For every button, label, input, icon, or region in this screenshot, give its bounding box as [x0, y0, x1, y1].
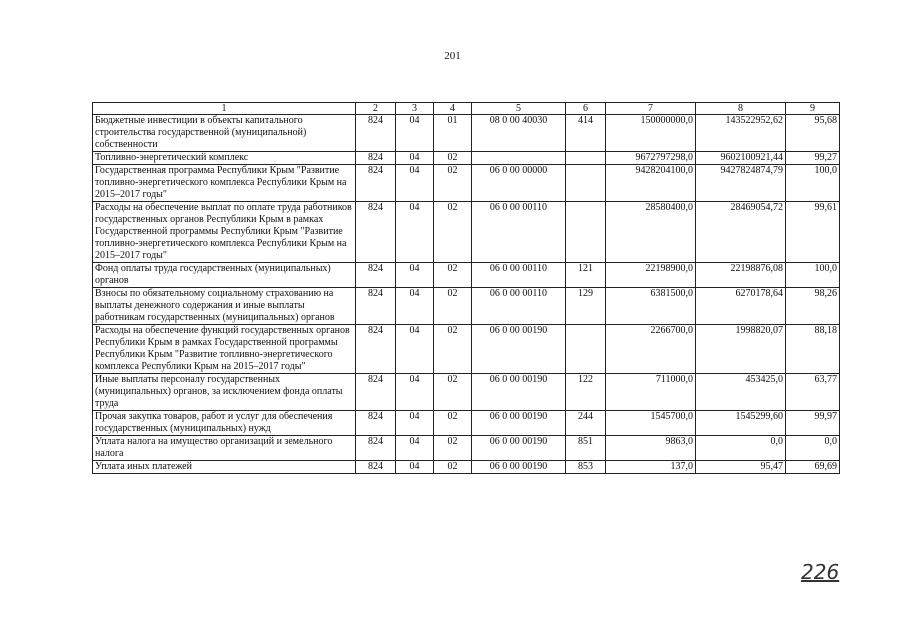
table-row: [93, 411, 840, 436]
code-cell: 414: [566, 115, 606, 152]
amount-cell: 1998820,07: [696, 325, 786, 374]
percent-cell: 63,77: [786, 374, 840, 411]
code-cell: 824: [356, 202, 396, 263]
code-cell: 04: [396, 411, 434, 436]
amount-cell: 28469054,72: [696, 202, 786, 263]
col-header: 5: [472, 103, 566, 115]
code-cell: 02: [434, 325, 472, 374]
row-name-cell: Фонд оплаты труда государственных (муниципальных) органов: [93, 263, 356, 288]
code-cell: 04: [396, 202, 434, 263]
code-cell: 853: [566, 461, 606, 474]
table-row: [93, 165, 840, 202]
code-cell: 824: [356, 325, 396, 374]
row-name-cell: Иные выплаты персоналу государственных (муниципальных) органов, за исключением фонда оплаты труда: [93, 374, 356, 411]
code-cell: 824: [356, 152, 396, 165]
amount-cell: 143522952,62: [696, 115, 786, 152]
code-cell: 824: [356, 115, 396, 152]
table-row: [93, 374, 840, 411]
amount-cell: 28580400,0: [606, 202, 696, 263]
row-name-cell: Расходы на обеспечение функций государственных органов Республики Крым в рамках Государственной программы Республики Крым "Развитие топливно-энергетического комплекса Республики Крым на 2015–2017 годы": [93, 325, 356, 374]
amount-cell: 9427824874,79: [696, 165, 786, 202]
code-cell: 04: [396, 436, 434, 461]
code-cell: [472, 152, 566, 165]
code-cell: 122: [566, 374, 606, 411]
handwritten-page-stamp: 226: [801, 560, 840, 584]
amount-cell: 453425,0: [696, 374, 786, 411]
col-header: 3: [396, 103, 434, 115]
code-cell: [566, 325, 606, 374]
amount-cell: 137,0: [606, 461, 696, 474]
col-header: 8: [696, 103, 786, 115]
header-row: [93, 103, 840, 115]
amount-cell: 9428204100,0: [606, 165, 696, 202]
code-cell: 824: [356, 374, 396, 411]
page-number: 201: [444, 50, 461, 62]
col-header: 4: [434, 103, 472, 115]
table-row: [93, 202, 840, 263]
row-name-cell: Взносы по обязательному социальному страхованию на выплаты денежного содержания и иные выплаты работникам государственных (муниципальных) органов: [93, 288, 356, 325]
percent-cell: 99,97: [786, 411, 840, 436]
code-cell: 02: [434, 436, 472, 461]
code-cell: 02: [434, 288, 472, 325]
amount-cell: 1545299,60: [696, 411, 786, 436]
amount-cell: 9672797298,0: [606, 152, 696, 165]
percent-cell: 100,0: [786, 263, 840, 288]
code-cell: 06 0 00 00190: [472, 411, 566, 436]
code-cell: 02: [434, 165, 472, 202]
code-cell: 02: [434, 411, 472, 436]
amount-cell: 22198876,08: [696, 263, 786, 288]
code-cell: 06 0 00 00000: [472, 165, 566, 202]
code-cell: 06 0 00 00190: [472, 436, 566, 461]
col-header: 9: [786, 103, 840, 115]
row-name-cell: Уплата налога на имущество организаций и земельного налога: [93, 436, 356, 461]
code-cell: 121: [566, 263, 606, 288]
amount-cell: 9863,0: [606, 436, 696, 461]
code-cell: 06 0 00 00110: [472, 288, 566, 325]
code-cell: 01: [434, 115, 472, 152]
percent-cell: 88,18: [786, 325, 840, 374]
code-cell: 824: [356, 436, 396, 461]
code-cell: 04: [396, 152, 434, 165]
code-cell: 824: [356, 461, 396, 474]
code-cell: 02: [434, 461, 472, 474]
row-name-cell: Бюджетные инвестиции в объекты капитального строительства государственной (муниципальной) собственности: [93, 115, 356, 152]
code-cell: 04: [396, 115, 434, 152]
percent-cell: 98,26: [786, 288, 840, 325]
row-name-cell: Прочая закупка товаров, работ и услуг для обеспечения государственных (муниципальных) нужд: [93, 411, 356, 436]
code-cell: [566, 152, 606, 165]
amount-cell: 6270178,64: [696, 288, 786, 325]
code-cell: 824: [356, 288, 396, 325]
amount-cell: 6381500,0: [606, 288, 696, 325]
table-row: [93, 152, 840, 165]
code-cell: 06 0 00 00190: [472, 461, 566, 474]
percent-cell: 99,61: [786, 202, 840, 263]
percent-cell: 0,0: [786, 436, 840, 461]
percent-cell: 100,0: [786, 165, 840, 202]
code-cell: 824: [356, 165, 396, 202]
col-header: 1: [93, 103, 356, 115]
code-cell: [566, 165, 606, 202]
code-cell: 04: [396, 263, 434, 288]
code-cell: 04: [396, 461, 434, 474]
amount-cell: 711000,0: [606, 374, 696, 411]
table-body: [93, 115, 840, 474]
row-name-cell: Государственная программа Республики Крым "Развитие топливно-энергетического комплекса Республики Крым на 2015–2017 годы": [93, 165, 356, 202]
amount-cell: 1545700,0: [606, 411, 696, 436]
amount-cell: 9602100921,44: [696, 152, 786, 165]
table-row: [93, 325, 840, 374]
amount-cell: 95,47: [696, 461, 786, 474]
table-row: [93, 461, 840, 474]
code-cell: 06 0 00 00190: [472, 374, 566, 411]
percent-cell: 95,68: [786, 115, 840, 152]
amount-cell: 150000000,0: [606, 115, 696, 152]
code-cell: 04: [396, 325, 434, 374]
amount-cell: 2266700,0: [606, 325, 696, 374]
row-name-cell: Уплата иных платежей: [93, 461, 356, 474]
code-cell: 824: [356, 263, 396, 288]
code-cell: 244: [566, 411, 606, 436]
code-cell: 02: [434, 202, 472, 263]
row-name-cell: Топливно-энергетический комплекс: [93, 152, 356, 165]
code-cell: 08 0 00 40030: [472, 115, 566, 152]
code-cell: 04: [396, 288, 434, 325]
code-cell: 851: [566, 436, 606, 461]
code-cell: 02: [434, 152, 472, 165]
code-cell: 129: [566, 288, 606, 325]
code-cell: [566, 202, 606, 263]
budget-table: [92, 102, 840, 474]
percent-cell: 99,27: [786, 152, 840, 165]
code-cell: 06 0 00 00110: [472, 202, 566, 263]
table-row: [93, 436, 840, 461]
row-name-cell: Расходы на обеспечение выплат по оплате труда работников государственных органов Республики Крым в рамках Государственной программы Республики Крым "Развитие топливно-энергетического комплекса Республики Крым на 2015–2017 годы": [93, 202, 356, 263]
col-header: 6: [566, 103, 606, 115]
code-cell: 02: [434, 374, 472, 411]
code-cell: 04: [396, 165, 434, 202]
table-row: [93, 115, 840, 152]
code-cell: 04: [396, 374, 434, 411]
col-header: 2: [356, 103, 396, 115]
table-row: [93, 263, 840, 288]
code-cell: 824: [356, 411, 396, 436]
amount-cell: 0,0: [696, 436, 786, 461]
col-header: 7: [606, 103, 696, 115]
percent-cell: 69,69: [786, 461, 840, 474]
amount-cell: 22198900,0: [606, 263, 696, 288]
code-cell: 06 0 00 00190: [472, 325, 566, 374]
table-row: [93, 288, 840, 325]
code-cell: 02: [434, 263, 472, 288]
code-cell: 06 0 00 00110: [472, 263, 566, 288]
